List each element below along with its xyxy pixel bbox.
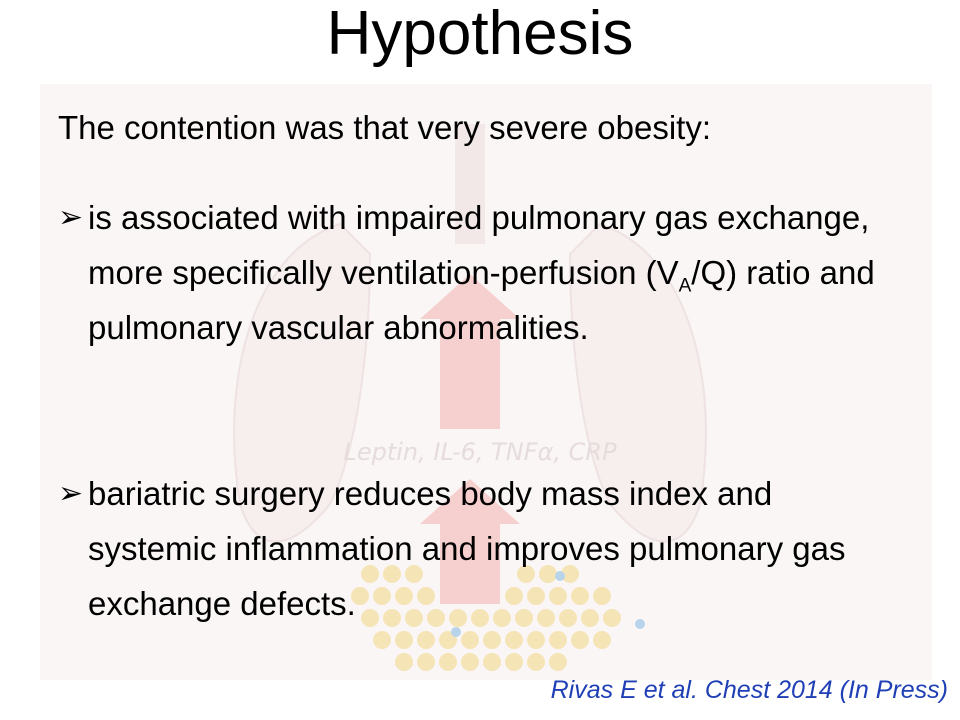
intro-text: The contention was that very severe obesity: xyxy=(58,109,712,146)
citation: Rivas E et al. Chest 2014 (In Press) xyxy=(550,676,948,704)
arrow-bullet-icon: ➢ xyxy=(58,201,84,234)
arrow-bullet-icon: ➢ xyxy=(58,477,84,510)
bullet-1-text xyxy=(88,190,898,355)
bullet-1-subscript: A xyxy=(678,275,692,297)
bullet-2-text: bariatric surgery reduces body mass index and systemic inflammation and improves pulmonary gas exchange defects. xyxy=(88,475,846,622)
inflammation-markers-label: Leptin, IL-6, TNFα, CRP xyxy=(343,438,617,466)
bullet-1-text-a: is associated with impaired pulmonary gas exchange, more specifically ventilation-perfusion (V xyxy=(88,199,870,291)
slide-title: Hypothesis xyxy=(326,0,634,68)
bullet-1-text-b: /Q) ratio and pulmonary vascular abnormalities. xyxy=(88,254,875,346)
